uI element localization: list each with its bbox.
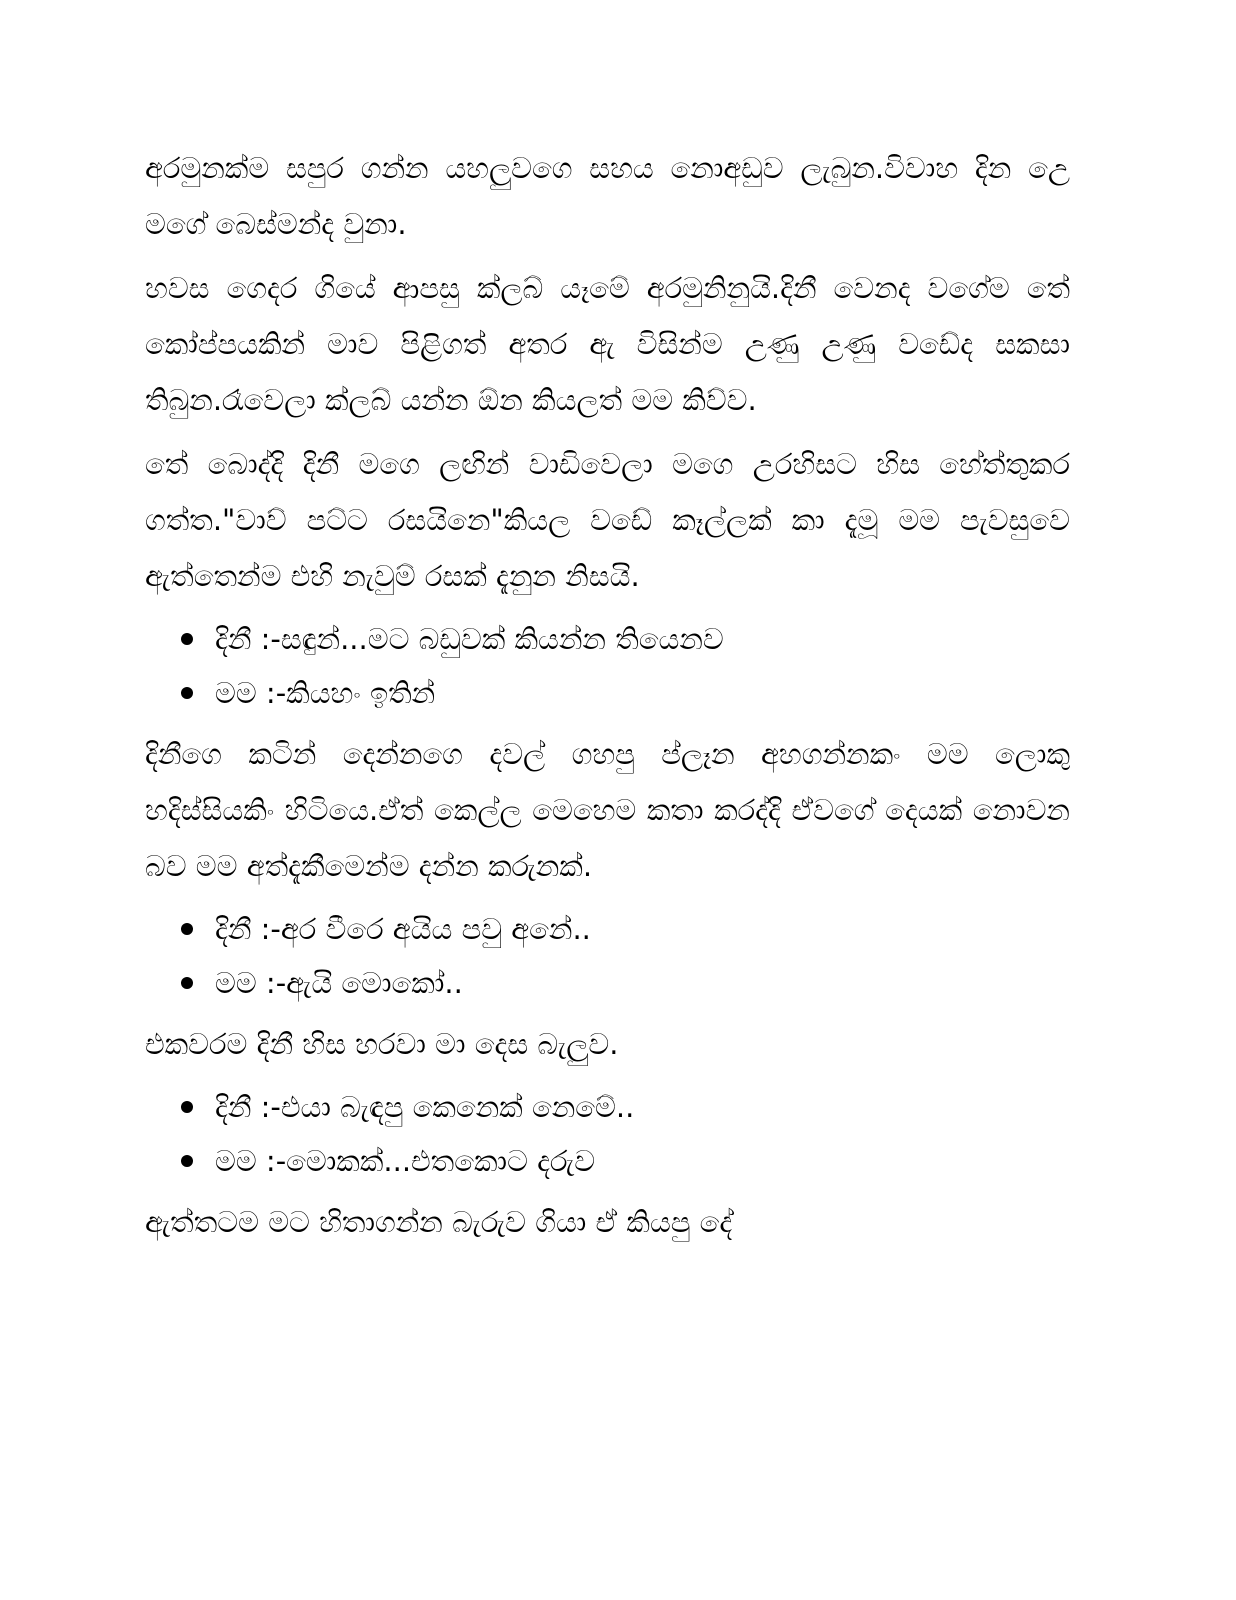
dialogue-line: මම :-කියහං ඉතින් bbox=[215, 676, 436, 710]
bullet-icon bbox=[181, 977, 193, 989]
bullet-icon bbox=[181, 1155, 193, 1167]
dialogue-list bbox=[145, 902, 1070, 1010]
paragraph: ඇත්තටම මට හිතාගන්න බැරුව ගියා ඒ කියපු දේ bbox=[145, 1205, 733, 1239]
list-item bbox=[145, 956, 1070, 1010]
bullet-icon bbox=[181, 923, 193, 935]
bullet-icon bbox=[181, 633, 193, 645]
list-item bbox=[145, 1134, 1070, 1188]
paragraph: හවස ගෙදර ගියේ ආපසු ක්ලබ් යෑමේ අරමුනිනුයි.දිනී වෙනද වගේම තේ කෝප්පයකින් මාව පිළිගත් අතර ඇ විසින්ම උණු උණු වඩේද සකසා තිබුන.රෑවෙලා ක්ලබ් යන්න ඕන කියලත් මම කිව්ව. bbox=[145, 271, 1070, 417]
dialogue-list bbox=[145, 612, 1070, 720]
paragraph: අරමුනක්ම සපුර ගන්න යහලුවගෙ සහය නොඅඩුව ලැබුන.විවාහ දින උෙ මගේ බෙස්මන්ද වුනා. bbox=[145, 151, 1070, 241]
paragraph: දිනීගෙ කටින් දෙන්නගෙ දවල් ගහපු ප්ලෑන අහගන්නකං මම ලොකු හදිස්සියකිං හිටියෙ.ඒත් කෙල්ල මෙහෙම කතා කරද්දි ඒවගේ දෙයක් නොවන බව මම අත්දැකීමෙන්ම දන්න කරුනක්. bbox=[145, 737, 1070, 883]
document-page bbox=[145, 140, 1070, 1250]
dialogue-list bbox=[145, 1080, 1070, 1188]
list-item bbox=[145, 902, 1070, 956]
bullet-icon bbox=[181, 1101, 193, 1113]
dialogue-line: දිනී :-එයා බැඳපු කෙනෙක් නෙමේ.. bbox=[215, 1090, 635, 1124]
paragraph: තේ බොද්දි දිනී මගෙ ලඟින් වාඩිවෙලා මගෙ උරහිසට හිස හේත්තුකර ගත්ත."වාව් පට්ට රසයිනෙ"කියල වඩේ කෑල්ලක් කා දැමූ මම පැවසුවෙ ඇත්තෙන්ම එහි නැවුම් රසක් දැනුන නිසයි. bbox=[145, 447, 1070, 593]
dialogue-line: දිනී :-අර වීරෙ අයිය පවු අනේ.. bbox=[215, 912, 591, 946]
dialogue-line: මම :-මොකක්...එතකොට දරුව bbox=[215, 1144, 596, 1178]
dialogue-line: මම :-ඇයි මොකෝ.. bbox=[215, 966, 463, 1000]
paragraph: එකවරම දිනී හිස හරවා මා දෙස බැලුව. bbox=[145, 1027, 619, 1061]
bullet-icon bbox=[181, 687, 193, 699]
list-item bbox=[145, 666, 1070, 720]
list-item bbox=[145, 1080, 1070, 1134]
dialogue-line: දිනී :-සඳුන්...මට බඩුවක් කියන්න තියෙනව bbox=[215, 622, 724, 656]
list-item bbox=[145, 612, 1070, 666]
